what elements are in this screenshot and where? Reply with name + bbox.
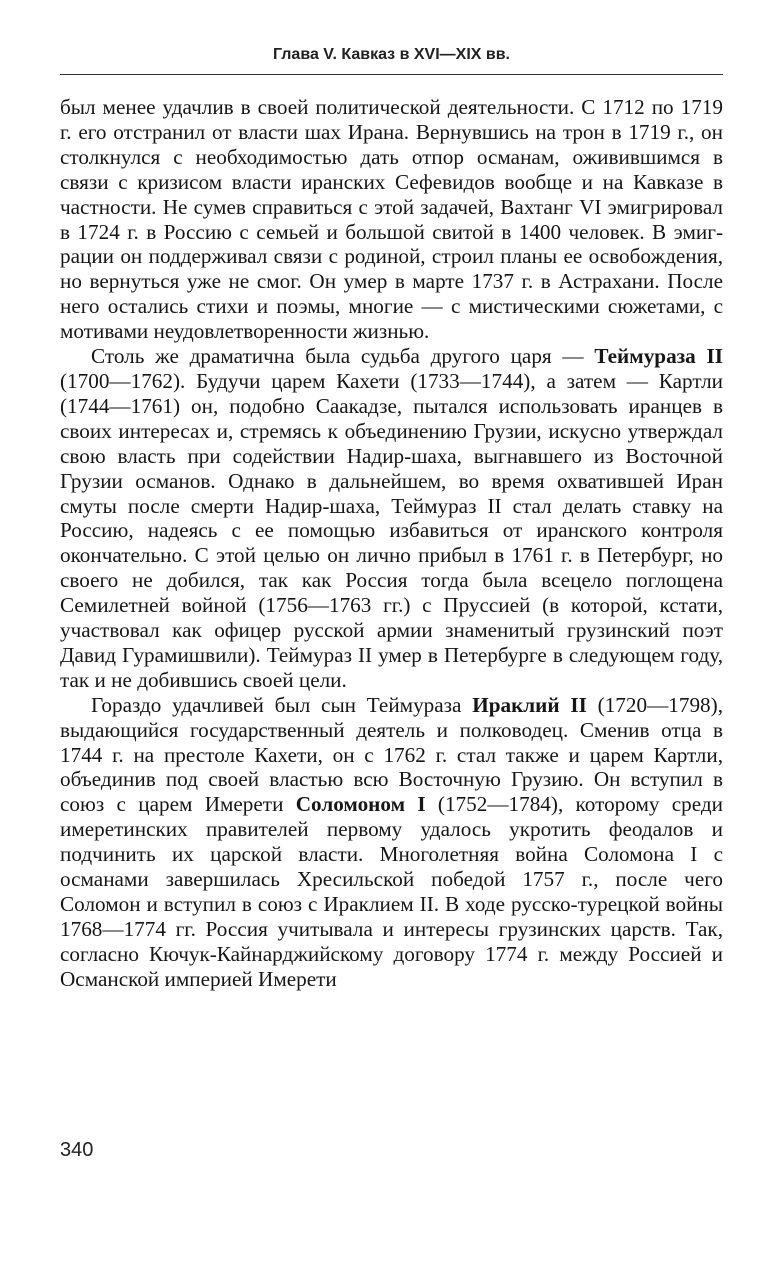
paragraph-3: [60, 693, 723, 992]
running-title: Глава V. Кавказ в XVI—XIX вв.: [272, 46, 510, 63]
bold-name-teimuraz: Теймураза II: [594, 344, 723, 369]
page-number: 340: [60, 1139, 94, 1161]
running-header: [60, 46, 723, 64]
paragraph-text: Столь же драматична была судьба другого царя —: [91, 344, 595, 369]
paragraph-text: (1720—1798), выдающийся государственный деятель и полководец. Сменив отца в 1744 г. на престоле Кахети, он с 1762 г. стал также и царем Картли, объединив под своей властью всю Восточную Грузию. Он вступил в союз с царем Имерети: [60, 692, 723, 817]
paragraph-2: [60, 344, 723, 693]
paragraph-1: [60, 95, 723, 344]
bold-name-irakli: Ираклий II: [472, 692, 587, 717]
header-rule: [60, 74, 723, 75]
bold-name-solomon: Соломоном I: [295, 792, 426, 817]
paragraph-text: (1700—1762). Будучи царем Кахети (1733—1744), а затем — Картли (1744—1761) он, подобно Саакадзе, пытался использовать иранцев в своих интересах и, стремясь к объединению Грузии, искусно утверждал свою власть при содействии Надир-шаха, выгнавшего из Восточной Грузии османов. Однако в дальнейшем, во время охватившей Иран смуты после смерти Надир-шаха, Теймураз II стал делать ставку на Россию, надеясь с ее помощью избавиться от иранского контроля окончательно. С этой целью он лично прибыл в 1761 г. в Петербург, но своего не добился, так как Россия тогда была всецело поглощена Семилетней войной (1756—1763 гг.) с Пруссией (в которой, кстати, участвовал как офицер русской армии знаменитый грузинский поэт Давид Гурамишвили). Теймураз II умер в Петербурге в следующем году, так и не добившись своей цели.: [60, 368, 723, 692]
paragraph-text: был менее удачлив в своей политической деятельности. С 1712 по 1719 г. его отстранил от власти шах Ирана. Вернувшись на трон в 1719 г., он столкнулся с необходимостью дать отпор османам, оживившимся в связи с кризисом власти иранских Сефевидов вообще и на Кавказе в частности. Не сумев справиться с этой задачей, Вахтанг VI эмигрировал в 1724 г. в Россию с семьей и большой свитой в 1400 человек. В эмиграции он поддерживал связи с родиной, строил планы ее освобождения, но вернуться уже не смог. Он умер в марте 1737 г. в Астрахани. После него остались стихи и поэмы, многие — с мистическими сюжетами, с мотивами неудовлетворенности жизнью.: [60, 95, 723, 344]
paragraph-text: Гораздо удачливей был сын Теймураза: [91, 692, 473, 717]
body-text: [60, 95, 723, 992]
paragraph-text: (1752—1784), которому среди имеретинских правителей первому удалось укротить феодалов и подчинить их царской власти. Многолетняя война Соломона I с османами завершилась Хресильской победой 1757 г., после чего Соломон и вступил в союз с Ираклием II. В ходе русско-турецкой войны 1768—1774 гг. Россия учитывала и интересы грузинских царств. Так, согласно Кючук-Кайнарджийскому договору 1774 г. между Россией и Османской империей Имерети: [60, 792, 724, 991]
